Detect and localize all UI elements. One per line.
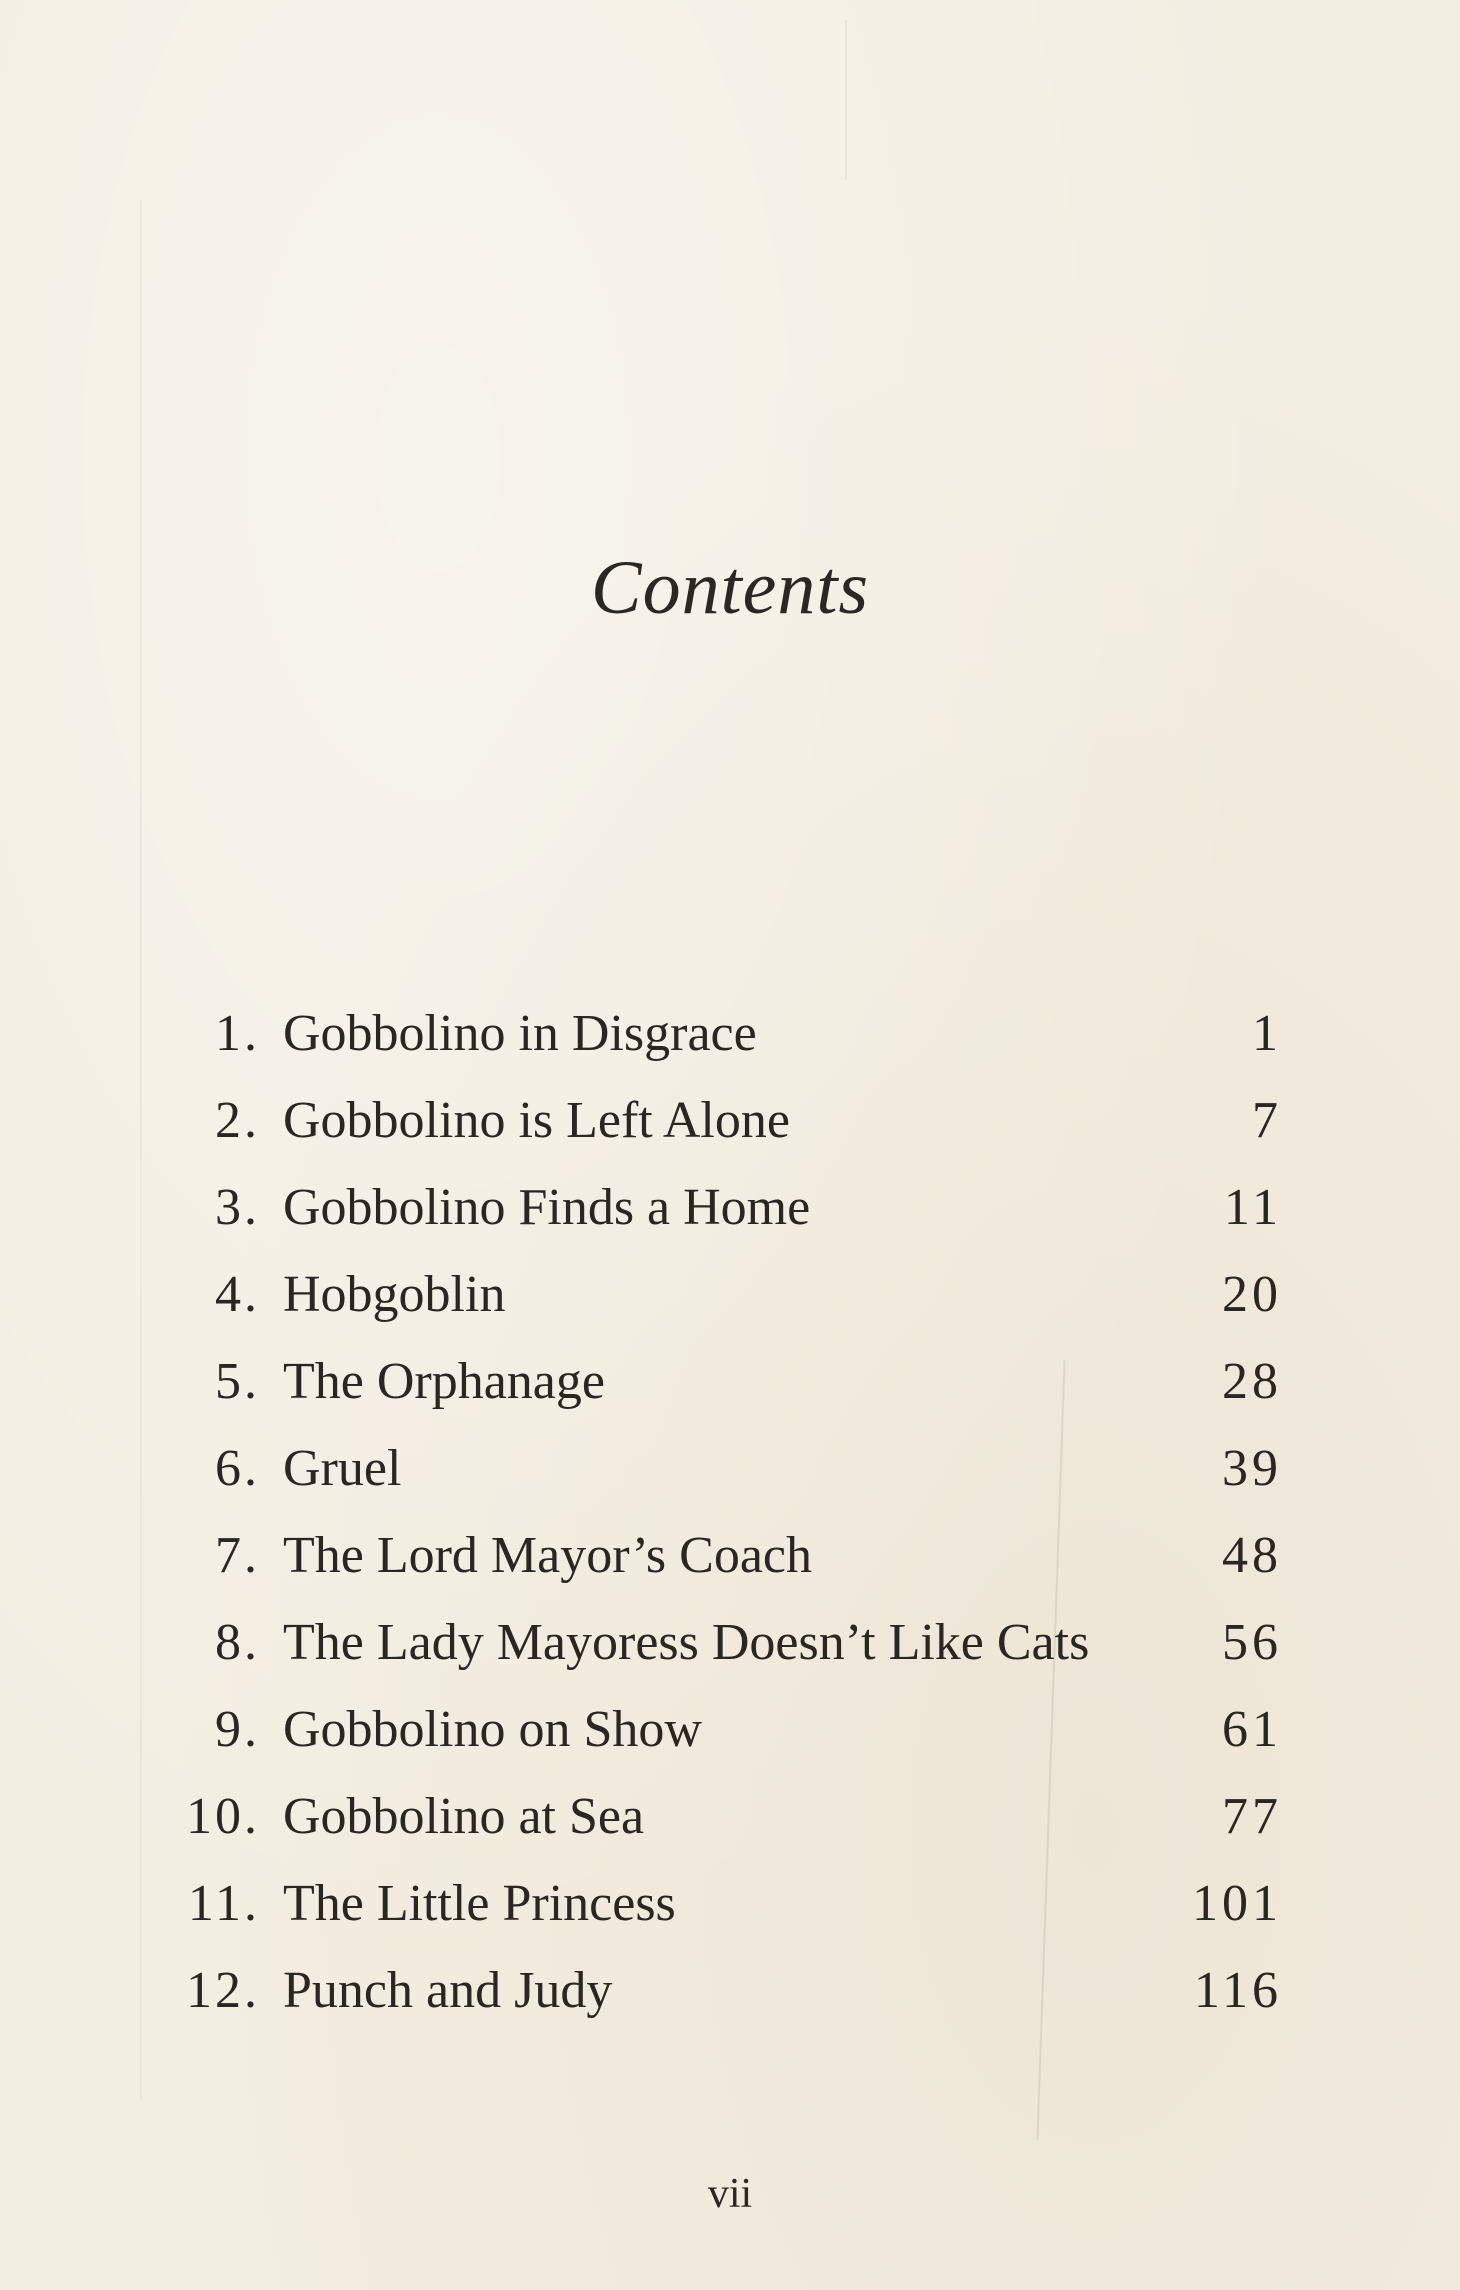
page-number: 20	[1222, 1266, 1282, 1323]
chapter-number: 11.	[187, 1875, 260, 1932]
chapter-number: 9.	[215, 1701, 260, 1758]
page-number: 61	[1222, 1701, 1282, 1758]
chapter-number: 7.	[215, 1527, 260, 1584]
chapter-title: Gruel	[283, 1440, 402, 1497]
chapter-number: 12.	[186, 1962, 260, 2019]
toc-entry[interactable]	[0, 1686, 1460, 1773]
chapter-number: 6.	[215, 1440, 260, 1497]
toc-entry[interactable]	[0, 1773, 1460, 1860]
chapter-title: The Orphanage	[283, 1353, 605, 1410]
chapter-number: 8.	[215, 1614, 260, 1671]
chapter-number: 10.	[186, 1788, 260, 1845]
chapter-number: 3.	[215, 1179, 260, 1236]
page-number: 116	[1193, 1962, 1282, 2019]
chapter-title: Gobbolino is Left Alone	[283, 1092, 790, 1149]
chapter-title: Gobbolino on Show	[283, 1701, 702, 1758]
chapter-title: Hobgoblin	[283, 1266, 506, 1323]
chapter-number: 1.	[215, 1005, 260, 1062]
page-number: 7	[1252, 1092, 1282, 1149]
page-number: 28	[1222, 1353, 1282, 1410]
chapter-number: 2.	[215, 1092, 260, 1149]
chapter-title: Gobbolino in Disgrace	[283, 1005, 757, 1062]
page-number: 1	[1252, 1005, 1282, 1062]
page-number: 56	[1222, 1614, 1282, 1671]
toc-entry[interactable]	[0, 1251, 1460, 1338]
page-crease	[845, 20, 847, 180]
toc-entry[interactable]	[0, 1077, 1460, 1164]
page-number: 77	[1222, 1788, 1282, 1845]
page-number: 39	[1222, 1440, 1282, 1497]
toc-entry[interactable]	[0, 1164, 1460, 1251]
page-number: 48	[1222, 1527, 1282, 1584]
chapter-title: The Little Princess	[283, 1875, 676, 1932]
toc-entry[interactable]	[0, 1947, 1460, 2034]
page-folio: vii	[707, 2171, 753, 2217]
chapter-title: Punch and Judy	[283, 1962, 613, 2019]
toc-entry[interactable]	[0, 1338, 1460, 1425]
chapter-title: Gobbolino at Sea	[283, 1788, 645, 1845]
chapter-number: 4.	[215, 1266, 260, 1323]
chapter-title: Gobbolino Finds a Home	[283, 1179, 811, 1236]
page-number: 101	[1192, 1875, 1282, 1932]
page-number: 11	[1223, 1179, 1282, 1236]
toc-entry[interactable]	[0, 1599, 1460, 1686]
chapter-title: The Lady Mayoress Doesn’t Like Cats	[283, 1614, 1090, 1671]
chapter-title: The Lord Mayor’s Coach	[283, 1527, 813, 1584]
toc-entry[interactable]	[0, 990, 1460, 1077]
page-title: Contents	[590, 546, 870, 630]
chapter-number: 5.	[215, 1353, 260, 1410]
toc-entry[interactable]	[0, 1860, 1460, 1947]
toc-entry[interactable]	[0, 1425, 1460, 1512]
toc-entry[interactable]	[0, 1512, 1460, 1599]
